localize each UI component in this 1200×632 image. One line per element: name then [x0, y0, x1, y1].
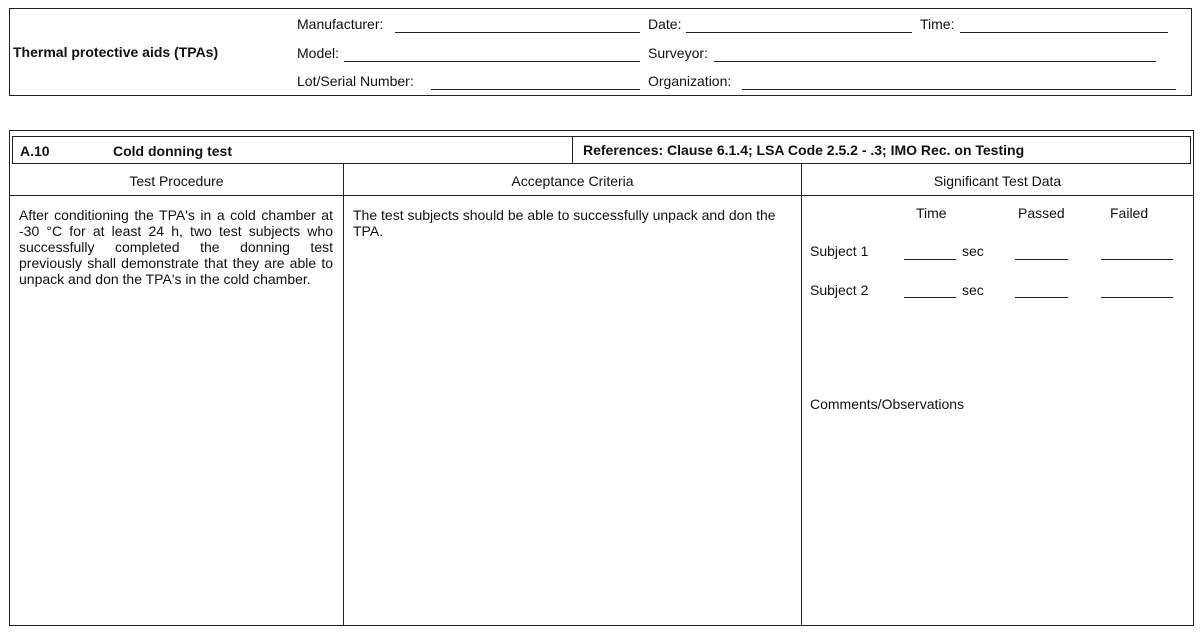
manufacturer-field[interactable]: [395, 17, 640, 33]
lot-serial-field[interactable]: [431, 74, 640, 90]
subject-2-failed-field[interactable]: [1101, 296, 1173, 298]
organization-field[interactable]: [742, 74, 1176, 90]
column-divider-2: [801, 164, 802, 625]
subject-1-time-field[interactable]: [904, 258, 956, 260]
model-label: Model:: [297, 45, 340, 61]
column-header-procedure: Test Procedure: [129, 173, 224, 189]
section-number: A.10: [20, 143, 50, 159]
column-header-rule: [10, 195, 1193, 196]
date-label: Date:: [648, 16, 682, 32]
subject-1-label: Subject 1: [810, 243, 869, 259]
column-divider-1: [343, 164, 344, 625]
surveyor-label: Surveyor:: [648, 45, 708, 61]
subject-1-passed-field[interactable]: [1015, 258, 1068, 260]
subject-2-time-field[interactable]: [904, 296, 956, 298]
manufacturer-label: Manufacturer:: [297, 16, 384, 32]
date-field[interactable]: [686, 17, 912, 33]
subject-2-label: Subject 2: [810, 282, 869, 298]
model-field[interactable]: [344, 46, 640, 62]
subject-2-sec-unit: sec: [962, 282, 984, 298]
section-references: References: Clause 6.1.4; LSA Code 2.5.2 - .3; IMO Rec. on Testing: [583, 142, 1025, 158]
subject-2-passed-field[interactable]: [1015, 296, 1068, 298]
comments-label: Comments/Observations: [810, 396, 965, 412]
time-column-label: Time: [916, 205, 947, 221]
section-divider: [572, 136, 573, 164]
failed-column-label: Failed: [1110, 205, 1149, 221]
time-field[interactable]: [960, 17, 1168, 33]
section-title: Cold donning test: [113, 143, 232, 159]
subject-1-sec-unit: sec: [962, 243, 984, 259]
form-title: Thermal protective aids (TPAs): [13, 44, 219, 60]
comments-area[interactable]: [806, 418, 1186, 618]
surveyor-field[interactable]: [714, 46, 1156, 62]
procedure-text: After conditioning the TPA's in a cold chamber at -30 °C for at least 24 h, two test subjects who successfully completed the donning test previously shall demonstrate that they are able to unpack and don the TPA's in the cold chamber.: [19, 207, 333, 287]
organization-label: Organization:: [648, 73, 732, 89]
column-header-criteria: Acceptance Criteria: [511, 173, 634, 189]
passed-column-label: Passed: [1018, 205, 1065, 221]
time-label: Time:: [920, 16, 955, 32]
subject-1-failed-field[interactable]: [1101, 258, 1173, 260]
column-header-data: Significant Test Data: [933, 173, 1062, 189]
criteria-text: The test subjects should be able to successfully unpack and don the TPA.: [353, 207, 776, 239]
lot-serial-label: Lot/Serial Number:: [297, 73, 414, 89]
